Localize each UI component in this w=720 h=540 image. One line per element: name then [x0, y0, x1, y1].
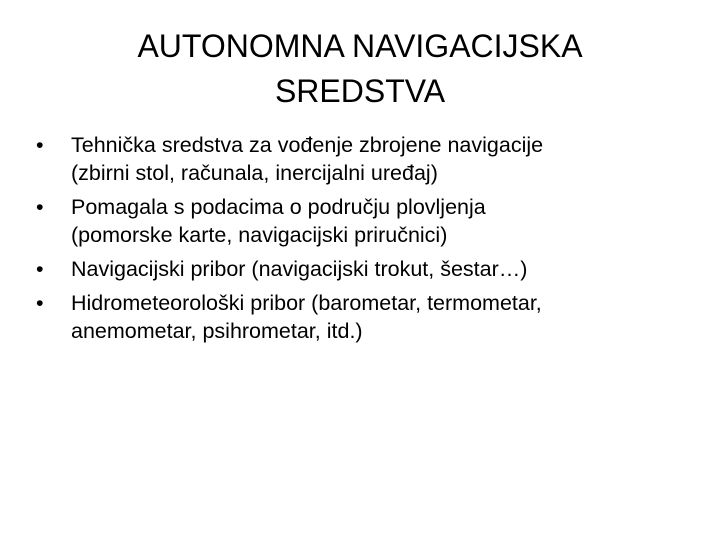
slide-title-line-2: SREDSTVA	[274, 73, 446, 109]
bullet-item-4-line-2: anemometar, psihrometar, itd.)	[71, 319, 363, 343]
slide-title	[0, 24, 720, 114]
bullet-item-3-line-1: Navigacijski pribor (navigacijski trokut, šestar…)	[71, 257, 528, 281]
bullet-item-2	[36, 193, 676, 249]
bullet-item-1	[36, 131, 676, 187]
bullet-icon: •	[36, 257, 44, 281]
slide-title-line-1: AUTONOMNA NAVIGACIJSKA	[137, 28, 583, 64]
bullet-icon: •	[36, 195, 44, 219]
bullet-item-1-line-1: Tehnička sredstva za vođenje zbrojene navigacije	[71, 133, 544, 157]
bullet-item-3	[36, 255, 676, 283]
bullet-item-1-line-2: (zbirni stol, računala, inercijalni uređaj)	[71, 161, 438, 185]
bullet-icon: •	[36, 133, 44, 157]
bullet-item-4-line-1: Hidrometeorološki pribor (barometar, termometar,	[71, 291, 542, 315]
bullet-item-2-line-2: (pomorske karte, navigacijski priručnici)	[71, 223, 448, 247]
bullet-item-2-line-1: Pomagala s podacima o području plovljenja	[71, 195, 486, 219]
bullet-list	[36, 131, 676, 351]
bullet-icon: •	[36, 291, 44, 315]
bullet-item-4	[36, 289, 676, 345]
